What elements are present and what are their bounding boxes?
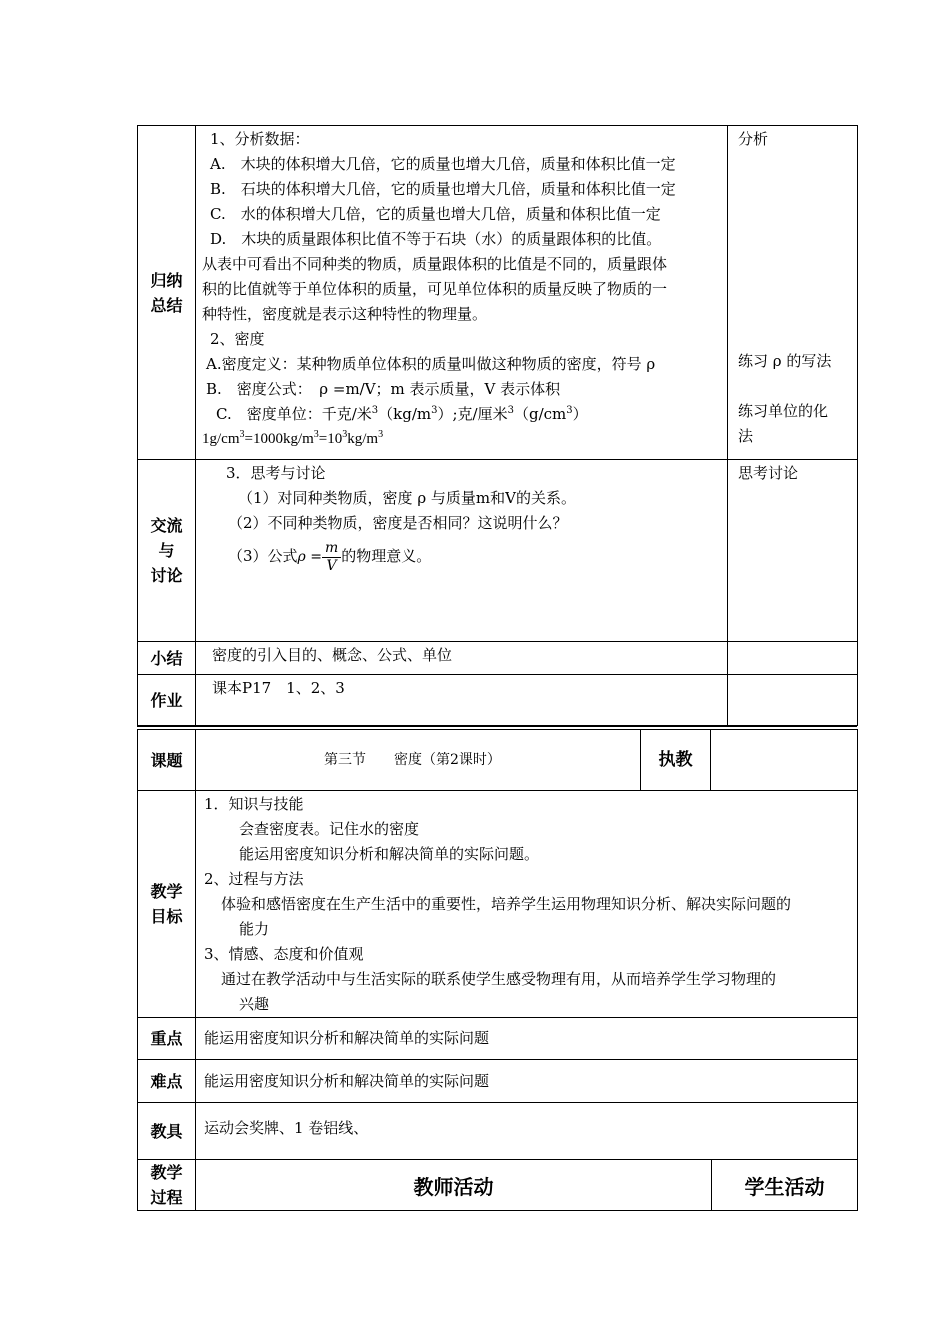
goal-line: 3、情感、态度和价值观 (204, 945, 364, 963)
goals-content (196, 791, 858, 1018)
summary-line: 种特性，密度就是表示这种特性的物理量。 (202, 305, 488, 323)
goal-line: 会查密度表。记住水的密度 (239, 820, 420, 838)
note-analyze: 分析 (738, 130, 769, 148)
teacher-label: 执教 (641, 730, 711, 791)
difficulty-text: 能运用密度知识分析和解决简单的实际问题 (196, 1060, 858, 1103)
tools-label: 教具 (138, 1103, 196, 1160)
goal-line: 通过在教学活动中与生活实际的联系使学生感受物理有用，从而培养学生学习物理的 (221, 970, 777, 988)
topic-title: 第三节 密度（第2课时） (196, 730, 641, 791)
note-unit-conversion: 练习单位的化 (738, 402, 829, 420)
key-point-label: 重点 (138, 1018, 196, 1060)
homework-notes (728, 675, 858, 726)
discussion-question: （1）对同种类物质，密度 ρ 与质量m和V的关系。 (238, 489, 576, 507)
process-row (138, 1160, 858, 1211)
goal-line: 能力 (239, 920, 270, 938)
process-label: 教学 过程 (138, 1160, 196, 1211)
discussion-title: 3．思考与讨论 (226, 464, 326, 482)
summary-content (196, 126, 728, 460)
summary-line: A. 木块的体积增大几倍，它的质量也增大几倍，质量和体积比值一定 (210, 155, 676, 173)
key-point-row (138, 1018, 858, 1060)
goals-row (138, 791, 858, 1018)
note-unit-conversion-cont: 法 (738, 427, 754, 445)
homework-row (138, 675, 858, 726)
summary-line: C. 水的体积增大几倍，它的质量也增大几倍，质量和体积比值一定 (210, 205, 661, 223)
recap-notes (728, 642, 858, 675)
recap-content: 密度的引入目的、概念、公式、单位 (196, 642, 728, 675)
discussion-row (138, 460, 858, 642)
discussion-label: 交流 与 讨论 (138, 460, 196, 642)
summary-line: A.密度定义：某种物质单位体积的质量叫做这种物质的密度，符号 ρ (206, 355, 656, 373)
topic-label: 课题 (138, 730, 196, 791)
process-header (196, 1160, 858, 1211)
summary-line: D. 木块的质量跟体积比值不等于石块（水）的质量跟体积的比值。 (210, 230, 662, 248)
goal-line: 兴趣 (239, 995, 270, 1013)
difficulty-label: 难点 (138, 1060, 196, 1103)
discussion-question-formula: （3）公式ρ = $\frac{m}{V}$ 的物理意义。 (228, 539, 432, 574)
discussion-question: （2）不同种类物质，密度是否相同？这说明什么？ (228, 514, 568, 532)
formula-fraction: $\frac{m}{V}$ (322, 540, 341, 575)
recap-row (138, 642, 858, 675)
summary-line: 2、密度 (210, 330, 265, 348)
goal-line: 2、过程与方法 (204, 870, 304, 888)
student-activity-header: 学生活动 (744, 1174, 825, 1199)
discussion-content (196, 460, 728, 642)
tools-row (138, 1103, 858, 1160)
goal-line: 1．知识与技能 (204, 795, 304, 813)
summary-line: B. 石块的体积增大几倍，它的质量也增大几倍，质量和体积比值一定 (210, 180, 676, 198)
tools-text: 运动会奖牌、1 卷铝线、 (196, 1103, 858, 1160)
summary-line: B. 密度公式： ρ =m/V；m 表示质量，V 表示体积 (206, 380, 561, 398)
density-unit-line: C. 密度单位：千克/米$^3(kg/m^3)$;克/厘米$^3(g/cm^3)$ (216, 405, 588, 423)
lesson-table-2 (137, 729, 858, 1211)
goal-line: 体验和感悟密度在生产生活中的重要性，培养学生运用物理知识分析、解决实际问题的 (221, 895, 792, 913)
lesson-table-1 (137, 125, 858, 726)
unit-conversion-line: $1g/cm^3=1000kg/m^3=10^3kg/m^3$ (202, 429, 384, 447)
recap-label: 小结 (138, 642, 196, 675)
difficulty-row (138, 1060, 858, 1103)
summary-line: 从表中可看出不同种类的物质，质量跟体积的比值是不同的，质量跟体 (202, 255, 668, 273)
summary-label: 归纳 总结 (138, 126, 196, 460)
teacher-name (711, 730, 858, 791)
discussion-student-notes: 思考讨论 (728, 460, 858, 642)
note-rho-writing: 练习 ρ 的写法 (738, 352, 832, 370)
summary-line: 积的比值就等于单位体积的质量，可见单位体积的质量反映了物质的一 (202, 280, 668, 298)
homework-label: 作业 (138, 675, 196, 726)
summary-line: 1、分析数据： (210, 130, 310, 148)
teacher-activity-header: 教师活动 (196, 1160, 712, 1210)
topic-row (138, 730, 858, 791)
key-point-text: 能运用密度知识分析和解决简单的实际问题 (196, 1018, 858, 1060)
summary-row (138, 126, 858, 460)
summary-student-notes (728, 126, 858, 460)
goals-label: 教学 目标 (138, 791, 196, 1018)
goal-line: 能运用密度知识分析和解决简单的实际问题。 (239, 845, 540, 863)
homework-content: 课本P17 1、2、3 (196, 675, 728, 726)
